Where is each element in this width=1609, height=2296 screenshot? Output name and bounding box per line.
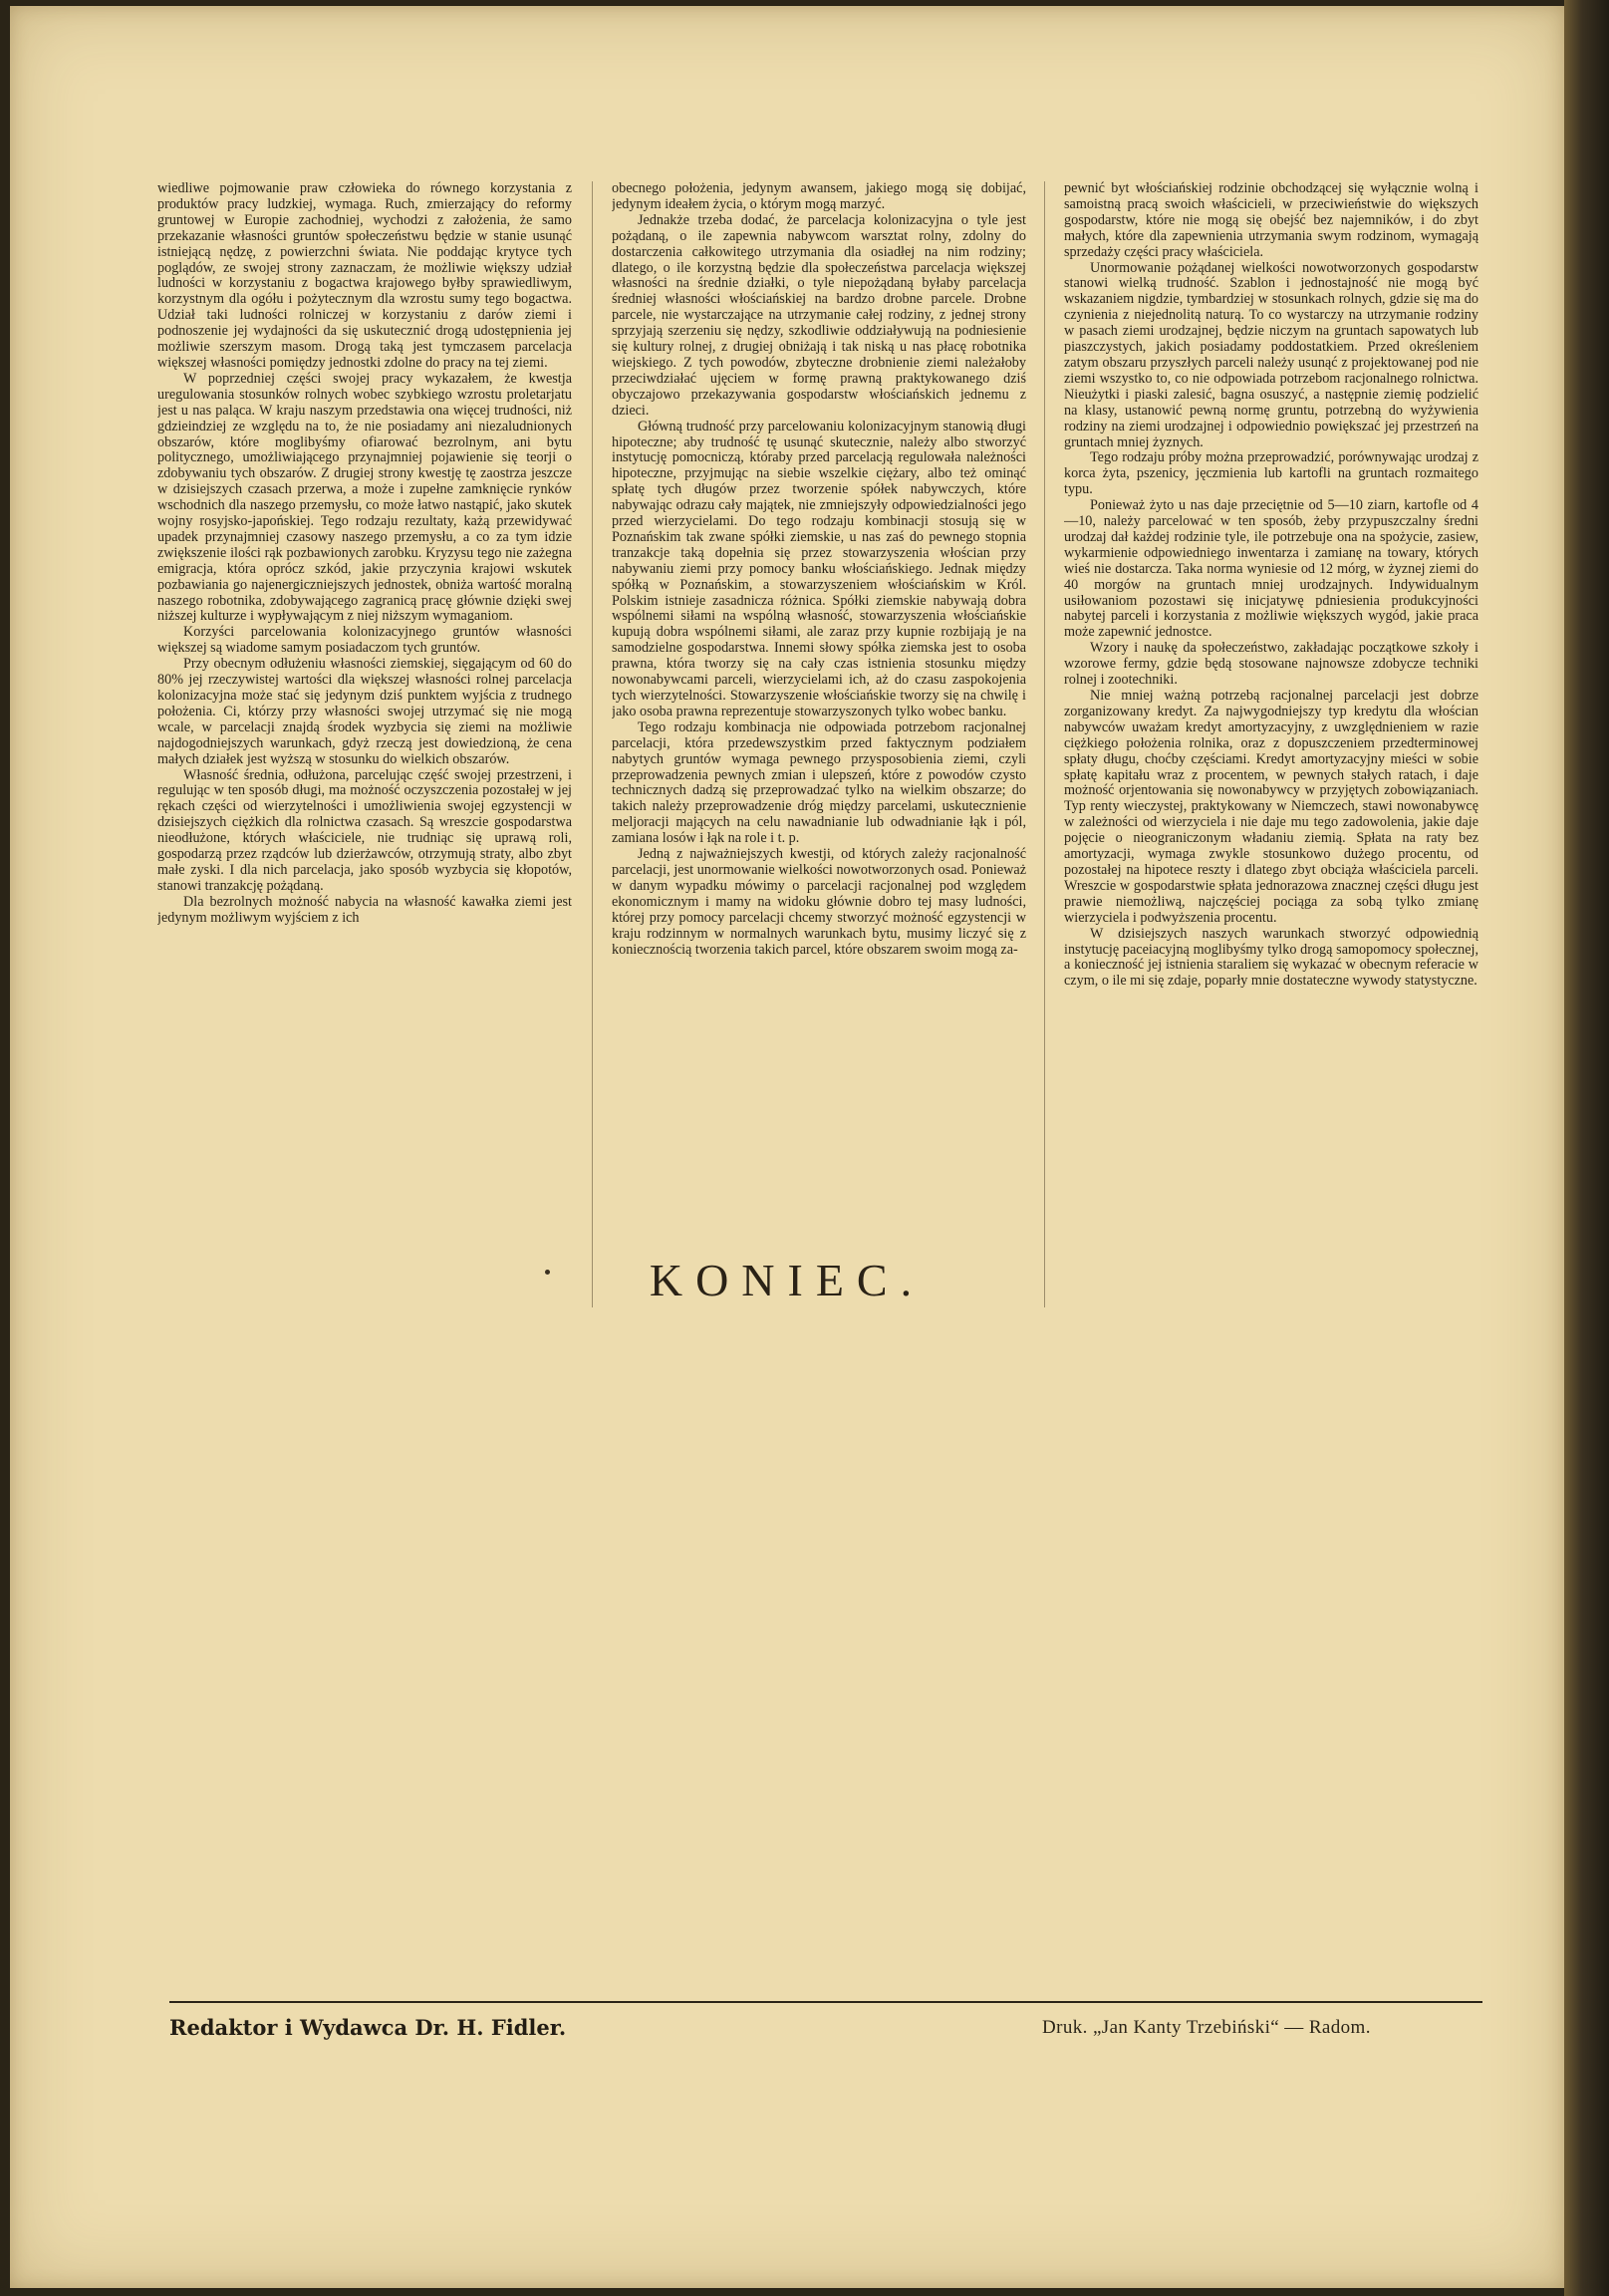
closing-title: KONIEC. xyxy=(649,1255,926,1305)
paragraph: Przy obecnym odłużeniu własności ziemskiej, sięgającym od 60 do 80% jej rzeczywistej wartości dla większej własności rolnej parcelacja kolonizacyjna może stać się jedynym dziś punktem wyjścia z trudnego położenia. Ci, którzy przy własności swojej utrzymać się nie mogą wcale, w parcelacji znajdą środek wyzbycia się ziemi na możliwie najdogodniejszych warunkach, gdyż rzeczą jest dowiedzioną, że cena małych działek jest wyższą w stosunku do wielkich obszarów. xyxy=(157,656,572,767)
paragraph: Unormowanie pożądanej wielkości nowotworzonych gospodarstw stanowi wielką trudność. Szablon i jednostajność nie mogą być wskazaniem nigdzie, tymbardziej w stosunkach rolnych, gdzie się ma do czynienia z niejednolitą naturą. To co wystarczy na utrzymanie rodziny w pasach ziemi urodzajnej, będzie niczym na gruntach sapowatych lub piaszczystych, jakich posiadamy poddostatkiem. Przed określeniem zatym obszaru przyszłych parceli należy usunąć z projektowanej pod nie ziemi wszystko to, co nie odpowiada potrzebom racjonalnego rolnictwa. Nieużytki i piaski zalesić, bagna osuszyć, a następnie ziemię podzielić na klasy, ustanowić pewną normę gruntu, potrzebną do wyżywienia rodziny na ziemi urodzajnej i odpowiednio powiększać jej przestrzeń na gruntach mniej żyznych. xyxy=(1064,259,1478,450)
paragraph: wiedliwe pojmowanie praw człowieka do równego korzystania z produktów pracy ludzkiej, wymaga. Ruch, zmierzający do reformy gruntowej w Europie zachodniej, wychodzi z założenia, że samo przekazanie własności gruntów społeczeństwu będzie w stanie usunąć istniejącą nędzę, z powierzchni świata. Nie poddając krytyce tych poglądów, ze swojej strony zaznaczam, że możliwie większy udział ludności w korzystaniu z bogactwa krajowego byłby sprawiedliwym, korzystnym dla ogółu i pożytecznym dla wzrostu sumy tego bogactwa. Udział taki ludności rolniczej w korzystaniu z darów ziemi i podnoszenie jej wydajności da się uskutecznić drogą udostępnienia jej możliwie szerszym masom. Drogą taką jest tymczasem parcelacja większej własności pomiędzy jednostki zdolne do pracy na tej ziemi. xyxy=(157,181,572,371)
article-column-2 xyxy=(612,181,1026,1307)
paragraph: Tego rodzaju próby można przeprowadzić, porównywając urodzaj z korca żyta, pszenicy, jęczmienia lub kartofli na gruntach rozmaitego typu. xyxy=(1064,449,1478,498)
paragraph: Główną trudność przy parcelowaniu kolonizacyjnym stanowią długi hipoteczne; aby trudność tę usunąć skutecznie, należy albo stworzyć instytucję pomocniczą, któraby przed parcelacją regulowała należności hipoteczne, przyjmując na siebie wszelkie ciężary, albo też ominąć spłatę tych długów przez tworzenie spółek nabywczych, które nabywając odrazu cały majątek, nie zmniejszyły odpowiedzialności jego przed wierzycielami. Do tego rodzaju kombinacji stosują się w Poznańskim tak zwane spółki ziemskie, u nas zaś do pewnego stopnia tranzakcje taką dopełnia się przez stowarzyszenia włościan przy nabywaniu ziemi przy pomocy banku włościańskiego. Jednak między spółką w Poznańskim, a stowarzyszeniem włościańskim w Król. Polskim istnieje zasadnicza różnica. Spółki ziemskie nabywają dobra wspólnemi siłami na wspólną własność, stowarzyszenia włościańskie kupują dobra wspólnemi siłami, ale zaraz przy kupnie rozbijają je na samodzielne gospodarstwa. Innemi słowy spółka ziemska jest to osoba prawna, która tworzy się na cały czas istnienia stosunku między nowonabywcami parceli, wierzycielami ich, aż do czasu zaspokojenia tych wierzytelności. Stowarzyszenie włościańskie tworzy się na chwilę i jako osoba prawna reprezentuje stowarzyszonych tylko wobec banku. xyxy=(612,418,1026,719)
paragraph: Dla bezrolnych możność nabycia na własność kawałka ziemi jest jedynym możliwym wyjściem z ich xyxy=(157,893,572,926)
paragraph: W dzisiejszych naszych warunkach stworzyć odpowiednią instytucję paceiacyjną moglibyśmy tylko drogą samopomocy społecznej, a konieczność jej istnienia staraliem się wykazać w obecnym referacie w czym, o ile mi się zdaje, poparły mnie dostateczne wywody statystyczne. xyxy=(1064,925,1478,990)
footer-rule xyxy=(169,2001,1482,2003)
paragraph: obecnego położenia, jedynym awansem, jakiego mogą się dobijać, jedynym ideałem życia, o którym mogą marzyć. xyxy=(612,181,1026,212)
paragraph: Wzory i naukę da społeczeństwo, zakładając początkowe szkoły i wzorowe fermy, gdzie będą stosowane najnowsze zdobycze techniki rolnej i zootechniki. xyxy=(1064,640,1478,689)
newspaper-page xyxy=(10,6,1564,2288)
paragraph: Tego rodzaju kombinacja nie odpowiada potrzebom racjonalnej parcelacji, która przedewszystkim przed faktycznym podziałem nabytych gruntów wymaga pewnego przysposobienia ziemi, czyli przeprowadzenia pewnych zmian i ulepszeń, które z powodów czysto technicznych dadzą się przeprowadzać tylko na wielkim obszarze; do takich należy przeprowadzenie dróg między parcelami, uskutecznienie meljoracji mających na celu nawadnianie lub odwadnianie łąk i pól, zamiana losów i łąk na role i t. p. xyxy=(612,718,1026,847)
paragraph: Nie mniej ważną potrzebą racjonalnej parcelacji jest dobrze zorganizowany kredyt. Za najwygodniejszy typ kredytu dla włościan nabywców uważam kredyt amortyzacyjny, z uwzględnieniem w razie ciężkiego położenia rolnika, oraz z dopuszczeniem przedterminowej spłaty długu, choćby częściami. Kredyt amortyzacyjny mieści w sobie spłatę kapitału wraz z procentem, w pewnych stałych ratach, i daje możność orjentowania się nowonabywcy w przyjętych zobowiązaniach. Typ renty wieczystej, praktykowany w Niemczech, stawi nowonabywcę w zależności od wierzyciela i nie daje mu tego zadowolenia, jakie daje pojęcie o nieograniczonym władaniu ziemią. Spłata na raty bez amortyzacji, wymaga zwykle stosunkowo dużego procentu, od pozostałej na hipotece reszty i dlatego zbyt obciąża właściciela parceli. Wreszcie w gospodarstwie spłata jednorazowa znacznej części długu jest prawie niemożliwą, najczęściej pociąga za sobą tylko zmianę wierzyciela i podwyższenia procentu. xyxy=(1064,688,1478,926)
paragraph: Jednakże trzeba dodać, że parcelacja kolonizacyjna o tyle jest pożądaną, o ile zapewnia nabywcom warsztat rolny, zdolny do dostarczenia całkowitego utrzymania dla osiadłej na nim rodziny; dlatego, o ile korzystną będzie dla społeczeństwa parcelacja większej własności na średnie działki, o tyle niepożądaną byłaby parcelacja średniej własności włościańskiej na bardzo drobne parcele. Drobne parcele, nie wystarczające na utrzymanie całej rodziny, z jednej strony sprzyjają szerzeniu się nędzy, szkodliwie oddziaływują na podniesienie się kultury rolnej, z drugiej obniżają i tak niską u nas płacę robotnika wiejskiego. Z tych powodów, zbyteczne drobnienie ziemi należałoby przeciwdziałać ujęciem w formę prawną praktykowanego dziś obyczajowo przekazywania gospodarstw włościańskich jednemu z dzieci. xyxy=(612,211,1026,419)
column-divider xyxy=(592,181,593,1307)
paragraph: Własność średnia, odłużona, parcelując część swojej przestrzeni, i regulując w ten sposób długi, ma możność oczyszczenia pozostałej w jej rękach części od wierzytelności i umożliwienia swojej egzystencji w dzisiejszych ciężkich dla rolnictwa czasach. Są wreszcie gospodarstwa nieodłużone, których właściciele, nie trudniąc się uprawą roli, gospodarzą przez rządców lub dzierżawców, otrzymują straty, albo zbyt małe zyski. I dla nich parcelacja, jako sposób wyzbycia się kłopotów, stanowi tranzakcję pożądaną. xyxy=(157,766,572,894)
article-column-3 xyxy=(1064,181,1478,1307)
scan-edge xyxy=(1564,0,1609,2296)
column-divider xyxy=(1044,181,1045,1307)
paragraph: W poprzedniej części swojej pracy wykazałem, że kwestja uregulowania stosunków rolnych wobec szybkiego wzrostu proletarjatu jest u nas paląca. W kraju naszym przedstawia ona więcej trudności, niż gdzieindziej ze względu na to, że nie posiadamy ani niezaludnionych obszarów, które moglibyśmy ofiarować bezrolnym, ani bytu politycznego, umożliwiającego przynajmniej pojawienie się teorji o zdobywaniu tych obszarów. Z drugiej strony kwestję tę zaostrza jeszcze w dzisiejszych czasach przerwa, a może i zupełne zamknięcie rynków wschodnich dla naszego przemysłu, co może łatwo nastąpić, jako skutek wojny rosyjsko-japońskiej. Tego rodzaju rezultaty, każą przewidywać upadek przynajmniej czasowy naszego przemysłu, a co za tym idzie zwiększenie ilości rąk pozbawionych zarobku. Kryzysu tego nie zażegna emigracja, która oprócz szkód, jakie przyczynia krajowi wskutek pozbawiania go najenergiczniejszych jednostek, obniża wartość moralną naszego robotnika, zdobywającego zagranicą pracę głównie dzięki swej niższej kulturze i wypływającym z niej niższym wymaganiom. xyxy=(157,370,572,625)
article-column-1 xyxy=(157,181,572,1307)
article-body xyxy=(157,181,1492,1307)
editor-credit: Redaktor i Wydawca Dr. H. Fidler. xyxy=(169,2015,567,2040)
paragraph: Korzyści parcelowania kolonizacyjnego gruntów własności większej są wiadome samym posiadaczom tych gruntów. xyxy=(157,624,572,657)
paragraph: pewnić byt włościańskiej rodzinie obchodzącej się wyłącznie wolną i samoistną pracą swoich właścicieli, w przeciwieństwie do większych gospodarstw, które nie mogą się obejść bez najemników, i do zbyt małych, które dla zapewnienia utrzymania swym rodzinom, wymagają sprzedaży części pracy właściciela. xyxy=(1064,181,1478,260)
paragraph: Jedną z najważniejszych kwestji, od których zależy racjonalność parcelacji, jest unormowanie wielkości nowotworzonych osad. Ponieważ w danym wypadku mówimy o parcelacji racjonalnej pod względem ekonomicznym i mamy na widoku głównie dobro tej masy ludności, której przy pomocy parcelacji chcemy stworzyć możność egzystencji w kraju rodzinnym w normalnych warunkach bytu, musimy liczyć się z koniecznością tworzenia takich parcel, które obszarem swoim mogą za- xyxy=(612,846,1026,958)
paragraph: Ponieważ żyto u nas daje przeciętnie od 5—10 ziarn, kartofle od 4—10, należy parcelować w ten sposób, żeby przypuszczalny średni urodzaj dał każdej rodzinie tyle, ile potrzebuje ona na spożycie, zasiew, wykarmienie odpowiedniego inwentarza i zamianę na towary, których wieś nie dostarcza. Taka norma wyniesie od 12 mórg, w żyznej ziemi do 40 morgów na gruntach mniej urodzajnych. Indywidualnym usiłowaniom pozostawi się inicjatywę pdniesienia produkcyjności nabytej parceli i korzystania z możliwie większych wygód, jakie praca może zapewnić jednostce. xyxy=(1064,497,1478,641)
printer-credit: Druk. „Jan Kanty Trzebiński“ — Radom. xyxy=(1042,2017,1371,2038)
